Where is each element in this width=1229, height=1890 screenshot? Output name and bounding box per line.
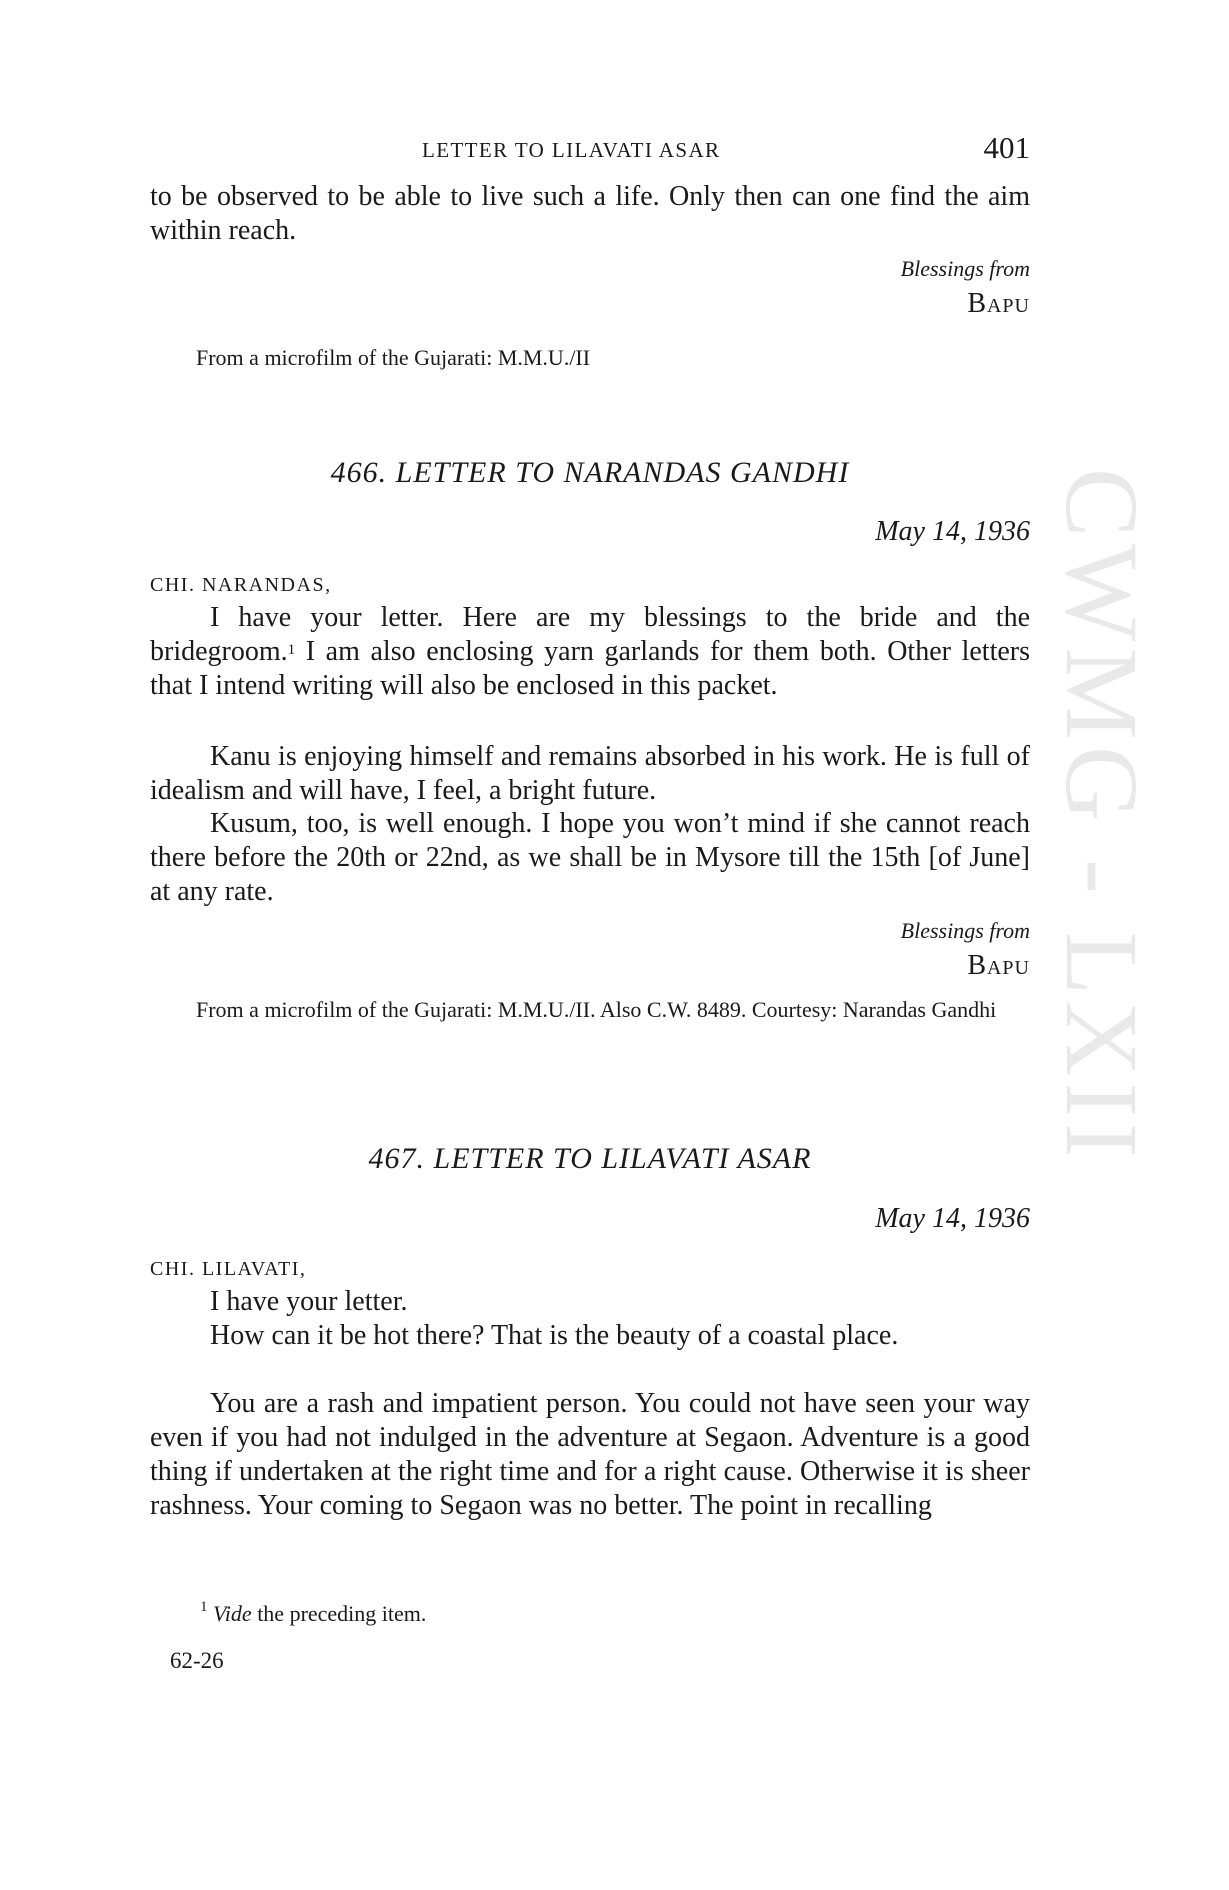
letter-heading: 467. LETTER TO LILAVATI ASAR bbox=[368, 1142, 812, 1175]
source-note: From a microfilm of the Gujarati: M.M.U./II. Also C.W. 8489. Courtesy: Narandas Gandhi bbox=[196, 997, 997, 1022]
letter-heading: 466. LETTER TO NARANDAS GANDHI bbox=[330, 456, 850, 489]
footnote-marker: 1 bbox=[287, 642, 296, 658]
signature: Bapu bbox=[967, 288, 1030, 319]
page-number: 401 bbox=[983, 130, 1030, 165]
letter-date: May 14, 1936 bbox=[875, 516, 1030, 547]
salutation: CHI. NARANDAS, bbox=[150, 574, 332, 596]
letter-date: May 14, 1936 bbox=[875, 1203, 1030, 1234]
continuation-paragraph: to be observed to be able to live such a life. Only then can one find the aim within reach. bbox=[150, 181, 1030, 246]
footnote-number: 1 bbox=[200, 1599, 208, 1615]
paragraph-text: I am also enclosing yarn garlands for them both. Other letters that I intend writing will also be enclosed in this packet. bbox=[150, 636, 1030, 701]
blessings-from: Blessings from bbox=[900, 918, 1030, 943]
signature: Bapu bbox=[967, 950, 1030, 981]
letter-paragraph: You are a rash and impatient person. You could not have seen your way even if you had not indulged in the adventure at Segaon. Adventure is a good thing if undertaken at the right time and for a right cause. Otherwise it is sheer rashness. Your coming to Segaon was no better. The point in recalling bbox=[150, 1388, 1030, 1521]
source-note: From a microfilm of the Gujarati: M.M.U./II bbox=[196, 345, 591, 370]
blessings-from: Blessings from bbox=[900, 256, 1030, 281]
letter-paragraph: Kusum, too, is well enough. I hope you won’t mind if she cannot reach there before the 20th or 22nd, as we shall be in Mysore till the 15th [of June] at any rate. bbox=[150, 808, 1030, 907]
watermark-text: CWMG - LXII bbox=[1044, 468, 1159, 1164]
signature-mark: 62-26 bbox=[170, 1648, 224, 1673]
footnote bbox=[200, 1601, 426, 1627]
running-title: LETTER TO LILAVATI ASAR bbox=[422, 138, 721, 162]
letter-paragraph: How can it be hot there? That is the beauty of a coastal place. bbox=[210, 1320, 899, 1351]
salutation: CHI. LILAVATI, bbox=[150, 1258, 307, 1280]
letter-paragraph: Kanu is enjoying himself and remains absorbed in his work. He is full of idealism and will have, I feel, a bright future. bbox=[150, 741, 1030, 806]
footnote-vide: Vide bbox=[213, 1601, 252, 1626]
letter-paragraph: I have your letter. bbox=[210, 1286, 408, 1317]
footnote-text: the preceding item. bbox=[251, 1601, 427, 1626]
letter-paragraph bbox=[150, 601, 1030, 703]
paragraph-text: I have your letter. Here are my blessings to the bride and the bridegroom. bbox=[150, 602, 1030, 667]
